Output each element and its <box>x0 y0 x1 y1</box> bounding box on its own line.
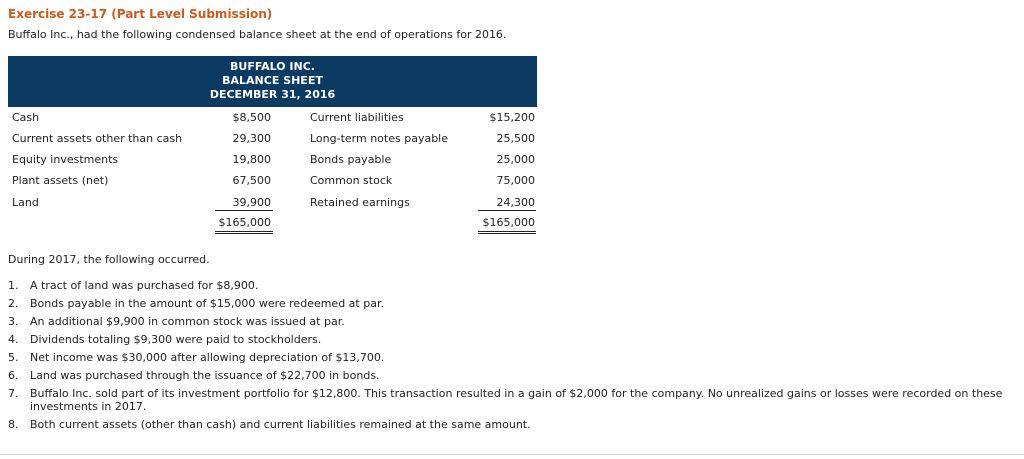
intro-text: Buffalo Inc., had the following condensed balance sheet at the end of operations for 2016. <box>8 28 507 41</box>
list-item <box>8 333 1013 346</box>
list-item <box>8 315 1013 328</box>
list-item <box>8 369 1013 382</box>
totals-row <box>8 212 537 233</box>
liability-amount: 25,000 <box>496 153 535 166</box>
asset-label: Land <box>12 196 39 209</box>
liability-label: Retained earnings <box>310 196 410 209</box>
item-text: Dividends totaling $9,300 were paid to stockholders. <box>30 333 322 346</box>
during-text: During 2017, the following occurred. <box>8 253 210 266</box>
item-number: 7. <box>8 387 19 400</box>
item-text: Net income was $30,000 after allowing depreciation of $13,700. <box>30 351 385 364</box>
table-row <box>8 128 537 149</box>
table-row <box>8 107 537 128</box>
item-number: 8. <box>8 418 19 431</box>
list-item <box>8 387 1013 413</box>
item-number: 4. <box>8 333 19 346</box>
liability-amount: 24,300 <box>496 196 535 209</box>
asset-label: Equity investments <box>12 153 119 166</box>
liability-total-double-rule <box>478 231 536 234</box>
bottom-divider <box>0 454 1024 455</box>
item-text: Bonds payable in the amount of $15,000 were redeemed at par. <box>30 297 384 310</box>
item-number: 3. <box>8 315 19 328</box>
item-text: A tract of land was purchased for $8,900. <box>30 279 259 292</box>
asset-amount: 29,300 <box>232 132 271 145</box>
item-text: Buffalo Inc. sold part of its investment portfolio for $12,800. This transaction resulted in a gain of $2,000 for the company. No unrealized gains or losses were recorded on these investments in 2017. <box>30 387 1003 413</box>
list-item <box>8 351 1013 364</box>
balance-sheet-header <box>8 56 537 106</box>
item-text: Both current assets (other than cash) and current liabilities remained at the same amount. <box>30 418 531 431</box>
liability-subtotal-rule <box>478 210 536 211</box>
asset-total-double-rule <box>215 231 273 234</box>
table-row <box>8 170 537 191</box>
sheet-date: DECEMBER 31, 2016 <box>209 88 336 101</box>
liability-amount: $15,200 <box>489 111 535 124</box>
company-name: BUFFALO INC. <box>230 60 315 73</box>
item-number: 1. <box>8 279 19 292</box>
list-item <box>8 418 1013 431</box>
total-assets: $165,000 <box>218 216 271 229</box>
list-item <box>8 279 1013 292</box>
list-item <box>8 297 1013 310</box>
asset-label: Cash <box>12 111 40 124</box>
sheet-name: BALANCE SHEET <box>222 74 323 87</box>
asset-amount: 67,500 <box>232 174 271 187</box>
liability-label: Current liabilities <box>310 111 404 124</box>
asset-amount: 39,900 <box>232 196 271 209</box>
liability-amount: 25,500 <box>496 132 535 145</box>
asset-amount: $8,500 <box>232 111 271 124</box>
exercise-title: Exercise 23-17 (Part Level Submission) <box>8 7 273 21</box>
total-liabilities: $165,000 <box>482 216 535 229</box>
asset-amount: 19,800 <box>232 153 271 166</box>
item-number: 5. <box>8 351 19 364</box>
table-row <box>8 149 537 170</box>
liability-label: Common stock <box>310 174 393 187</box>
item-number: 6. <box>8 369 19 382</box>
asset-label: Current assets other than cash <box>12 132 183 145</box>
asset-label: Plant assets (net) <box>12 174 109 187</box>
asset-subtotal-rule <box>215 210 273 211</box>
liability-label: Bonds payable <box>310 153 392 166</box>
liability-amount: 75,000 <box>496 174 535 187</box>
liability-label: Long-term notes payable <box>310 132 448 145</box>
item-number: 2. <box>8 297 19 310</box>
events-list <box>8 279 1013 436</box>
item-text: An additional $9,900 in common stock was issued at par. <box>30 315 345 328</box>
item-text: Land was purchased through the issuance of $22,700 in bonds. <box>30 369 380 382</box>
